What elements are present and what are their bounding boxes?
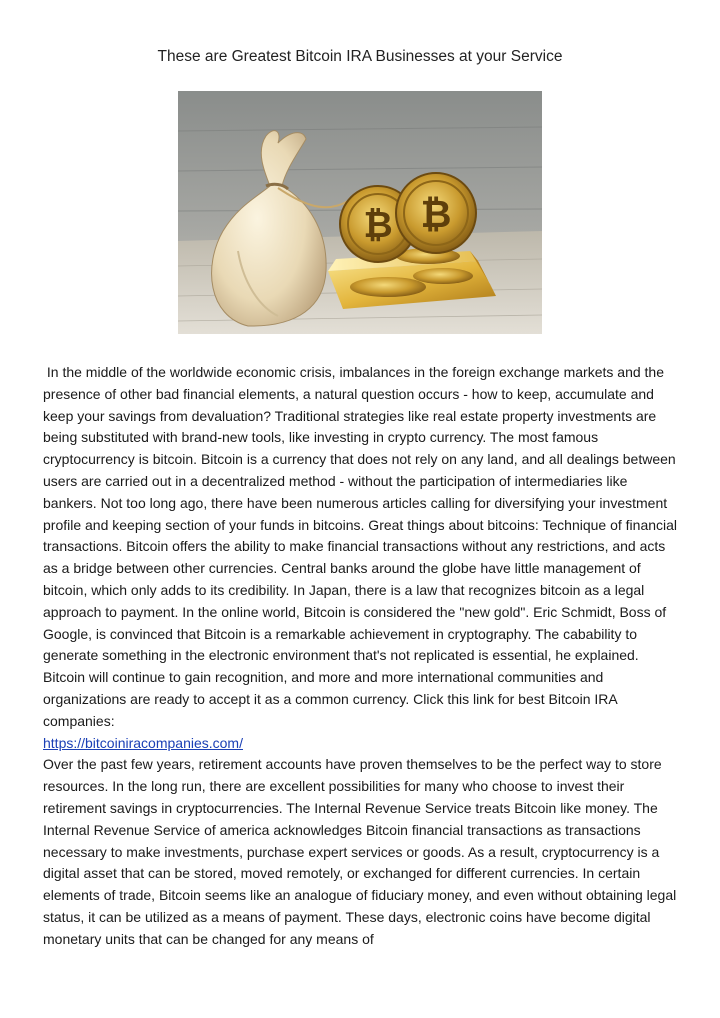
hero-image bbox=[178, 91, 542, 334]
paragraph-2: Over the past few years, retirement accounts have proven themselves to be the perfect way to store resources. In the long run, there are excellent possibilities for many who choose to invest their retirement savings in cryptocurrencies. The Internal Revenue Service treats Bitcoin like money. The Internal Revenue Service of america acknowledges Bitcoin financial transactions as transactions necessary to make investments, purchase expert services or goods. As a result, cryptocurrency is a digital asset that can be stored, moved remotely, or exchanged for different currencies. In certain elements of trade, Bitcoin seems like an analogue of fiduciary money, and even without obtaining legal status, it can be utilized as a means of payment. These days, electronic coins have become digital monetary units that can be changed for any means of bbox=[43, 756, 677, 947]
article-body bbox=[43, 362, 683, 951]
svg-text:₿: ₿ bbox=[420, 192, 452, 236]
svg-text:₿: ₿ bbox=[363, 205, 393, 246]
bitcoin-gold-bag-illustration bbox=[178, 91, 542, 334]
page-title: These are Greatest Bitcoin IRA Businesses at your Service bbox=[157, 48, 563, 65]
bitcoin-ira-link[interactable]: https://bitcoiniracompanies.com/ bbox=[43, 734, 243, 751]
paragraph-1 bbox=[43, 362, 683, 754]
paragraph-1-text: In the middle of the worldwide economic crisis, imbalances in the foreign exchange markets and the presence of other bad financial elements, a natural question occurs - how to keep, accumulate and keep your savings from devaluation? Traditional strategies like real estate property investments are being substituted with brand-new tools, like investing in crypto currency. The most famous cryptocurrency is bitcoin. Bitcoin is a currency that does not rely on any land, and all dealings between users are carried out in a decentralized method - without the participation of intermediaries like bankers. Not too long ago, there have been numerous articles calling for diversifying your investment profile and keeping section of your funds in bitcoins. Great things about bitcoins: Technique of financial transactions. Bitcoin offers the ability to make financial transactions without any restrictions, and acts as a bridge between other currencies. Central banks around the globe have little management of bitcoin, which only adds to its credibility. In Japan, there is a law that recognizes bitcoin as a legal approach to payment. In the online world, Bitcoin is considered the "new gold". Eric Schmidt, Boss of Google, is convinced that Bitcoin is a remarkable achievement in cryptography. The cabability to generate something in the electronic environment that's not replicated is essential, he explained. Bitcoin will continue to gain recognition, and more and more international communities and organizations are ready to accept it as a common currency. Click this link for best Bitcoin IRA companies: bbox=[43, 364, 678, 729]
